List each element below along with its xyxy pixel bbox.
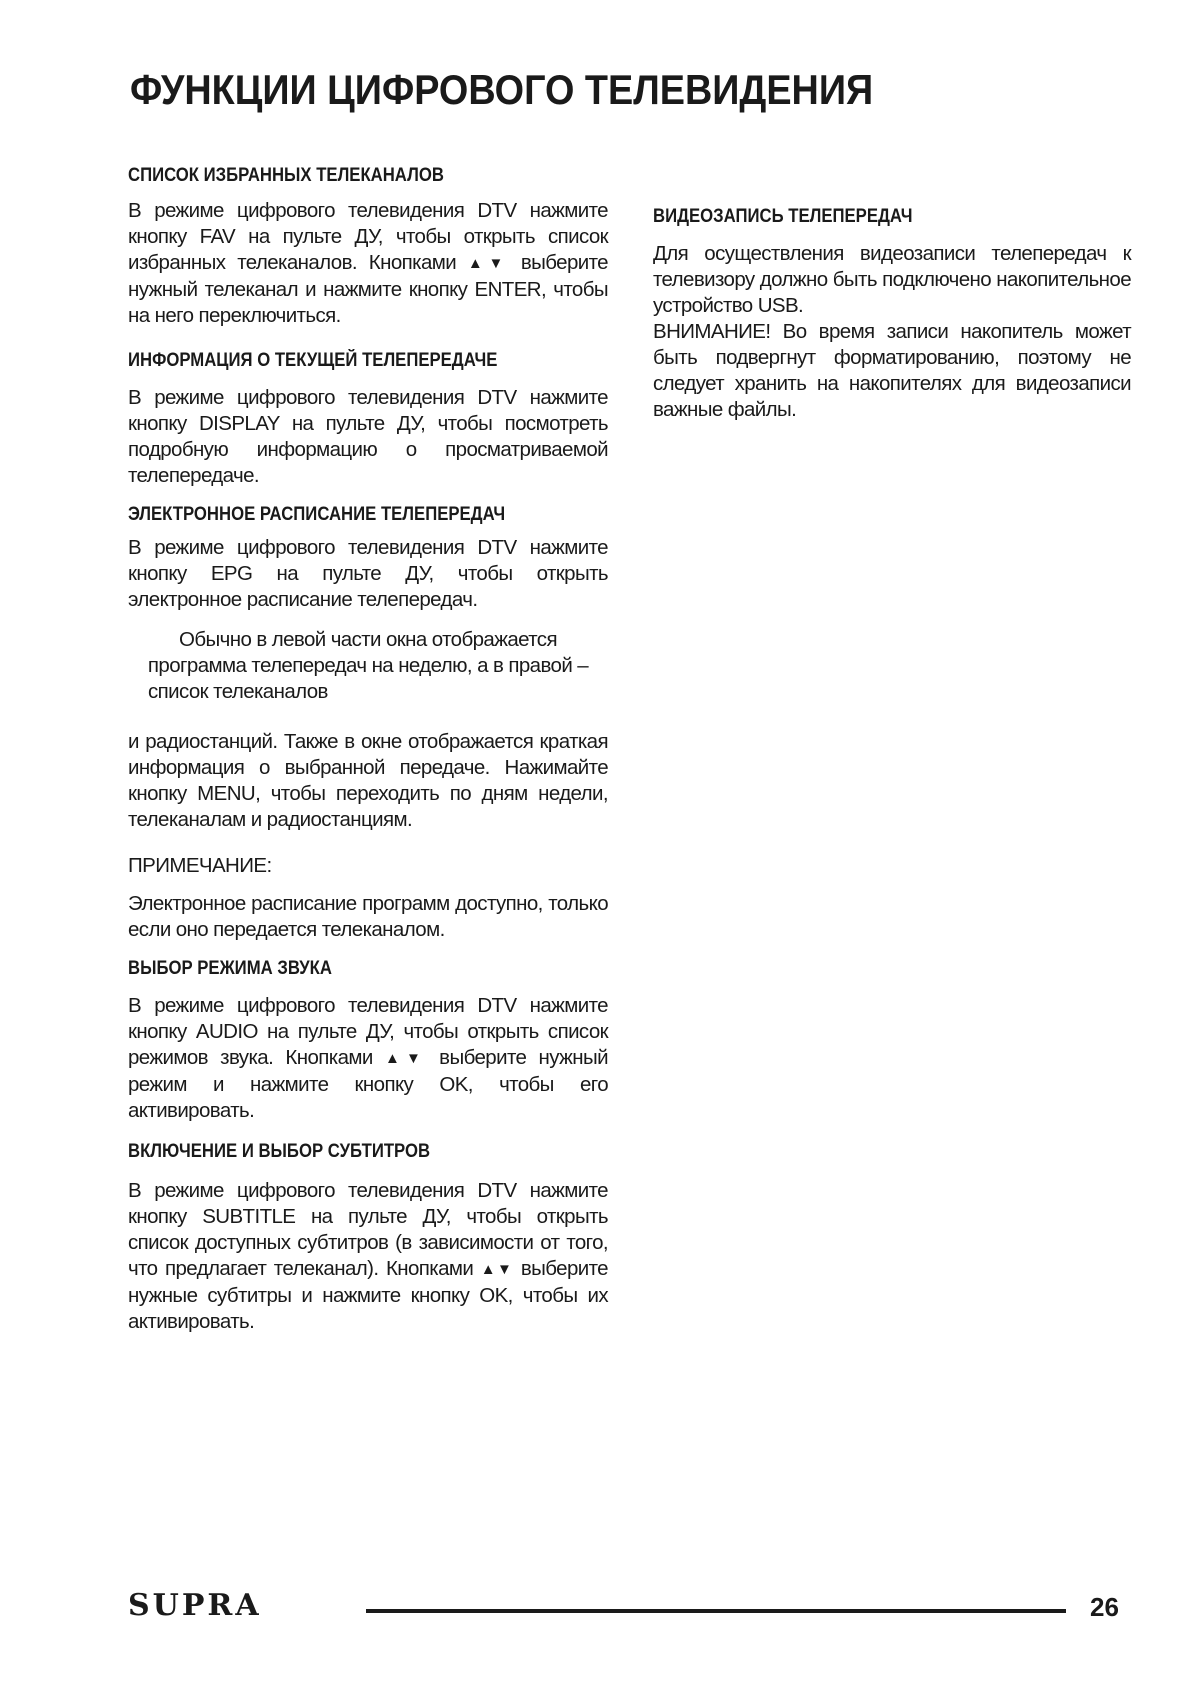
epg-paragraph: В режиме цифрового телевидения DTV нажмите кнопку EPG на пульте ДУ, чтобы открыть электронное расписание телепередач.: [128, 536, 608, 611]
epg-centered-block: [128, 627, 608, 705]
record-paragraph: Для осуществления видеозаписи телепередач к телевизору должно быть подключено накопительное устройство USB.: [653, 242, 1131, 317]
epg-centered-line: программа телепередач на неделю, а в правой –: [147, 654, 589, 677]
info-heading: ИНФОРМАЦИЯ О ТЕКУЩЕЙ ТЕЛЕПЕРЕДАЧЕ: [128, 350, 498, 371]
epg-heading: ЭЛЕКТРОННОЕ РАСПИСАНИЕ ТЕЛЕПЕРЕДАЧ: [128, 504, 506, 525]
record-warning: ВНИМАНИЕ! Во время записи накопитель может быть подвергнут форматированию, поэтому не следует хранить на накопителях для видеозаписи важные файлы.: [653, 320, 1131, 421]
up-down-arrows-icon: ▲▼: [384, 1050, 427, 1067]
page-title: ФУНКЦИИ ЦИФРОВОГО ТЕЛЕВИДЕНИЯ: [130, 66, 874, 113]
record-heading: ВИДЕОЗАПИСЬ ТЕЛЕПЕРЕДАЧ: [653, 206, 913, 227]
up-down-arrows-icon: ▲▼: [480, 1261, 514, 1278]
audio-text-b: выберите нужный режим и нажмите кнопку OK, чтобы его активировать.: [128, 1046, 608, 1122]
note-label: ПРИМЕЧАНИЕ:: [128, 854, 272, 877]
info-paragraph: В режиме цифрового телевидения DTV нажмите кнопку DISPLAY на пульте ДУ, чтобы посмотреть подробную информацию о просматриваемой телепередаче.: [128, 386, 608, 487]
footer-divider: [366, 1609, 1066, 1613]
fav-text-a: В режиме цифрового телевидения DTV нажмите кнопку FAV на пульте ДУ, чтобы открыть список избранных телеканалов. Кнопками: [128, 199, 608, 274]
epg-centered-line: список телеканалов: [148, 680, 328, 703]
up-down-arrows-icon: ▲▼: [467, 255, 510, 272]
subtitles-paragraph: [128, 1178, 608, 1335]
page-number: 26: [1090, 1592, 1119, 1622]
subtitles-heading: ВКЛЮЧЕНИЕ И ВЫБОР СУБТИТРОВ: [128, 1141, 431, 1162]
subtitles-text-b: выберите нужные субтитры и нажмите кнопку OK, чтобы их активировать.: [128, 1257, 608, 1333]
fav-text-b: выберите нужный телеканал и нажмите кнопку ENTER, чтобы на него переключиться.: [128, 251, 608, 327]
supra-logo: SUPRA: [128, 1588, 262, 1623]
audio-paragraph: [128, 993, 608, 1124]
fav-heading: СПИСОК ИЗБРАННЫХ ТЕЛЕКАНАЛОВ: [128, 165, 444, 186]
note-paragraph: Электронное расписание программ доступно, только если оно передается телеканалом.: [128, 892, 608, 941]
right-column: [653, 205, 1131, 423]
audio-text-a: В режиме цифрового телевидения DTV нажмите кнопку AUDIO на пульте ДУ, чтобы открыть список режимов звука. Кнопками: [128, 994, 608, 1069]
left-column: [128, 164, 608, 1335]
subtitles-text-a: В режиме цифрового телевидения DTV нажмите кнопку SUBTITLE на пульте ДУ, чтобы открыть список доступных субтитров (в зависимости от того, что предлагает телеканал). Кнопками: [128, 1179, 608, 1280]
epg-paragraph-2: и радиостанций. Также в окне отображается краткая информация о выбранной передаче. Нажимайте кнопку MENU, чтобы переходить по дням недели, телеканалам и радиостанциям.: [128, 730, 608, 831]
fav-paragraph: [128, 198, 608, 329]
epg-centered-line: Обычно в левой части окна отображается: [179, 628, 557, 651]
audio-heading: ВЫБОР РЕЖИМА ЗВУКА: [128, 958, 332, 979]
